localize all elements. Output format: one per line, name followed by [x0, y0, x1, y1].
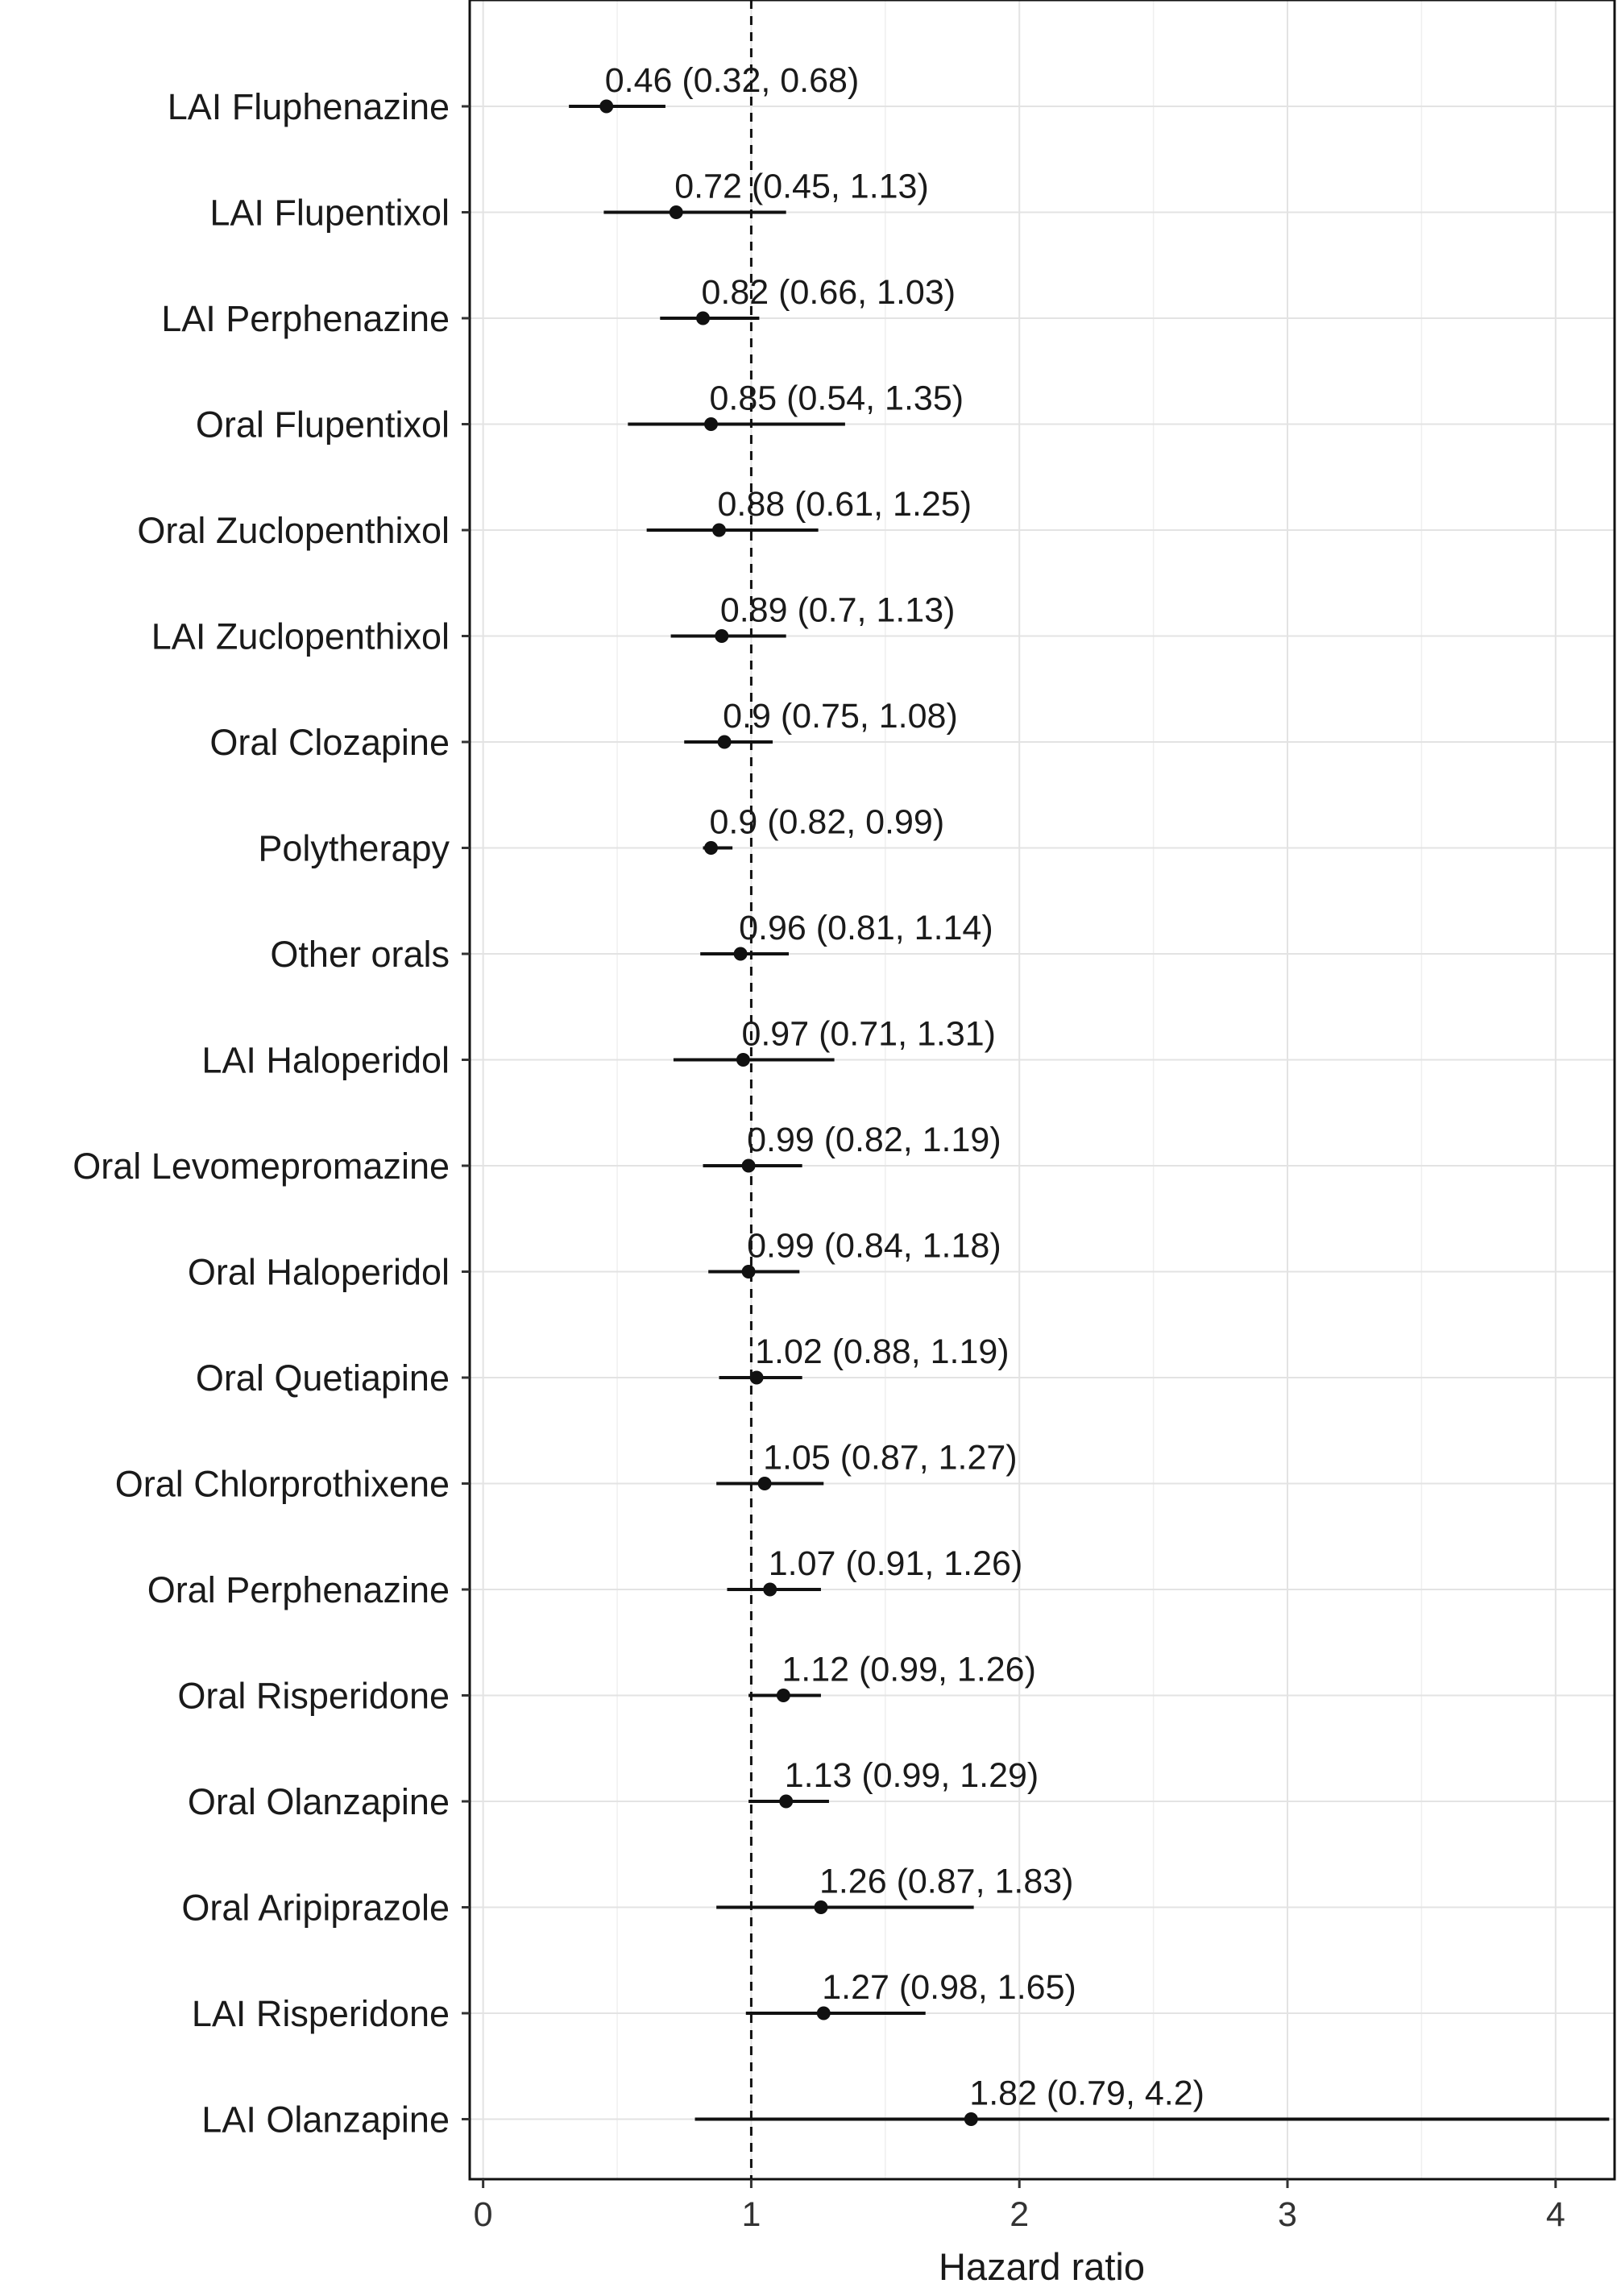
point-estimate [704, 841, 718, 855]
point-estimate [750, 1371, 764, 1385]
point-estimate [734, 947, 748, 961]
data-label: 0.46 (0.32, 0.68) [604, 61, 860, 100]
category-label: LAI Flupentixol [209, 192, 450, 234]
category-label: Polytherapy [258, 827, 450, 869]
data-label: 0.96 (0.81, 1.14) [739, 909, 993, 947]
category-label: LAI Fluphenazine [167, 86, 450, 127]
data-label: 1.07 (0.91, 1.26) [768, 1544, 1023, 1583]
category-label: Oral Risperidone [177, 1675, 450, 1717]
data-label: 1.02 (0.88, 1.19) [755, 1332, 1010, 1371]
data-label: 0.9 (0.82, 0.99) [709, 802, 945, 842]
category-label: Oral Perphenazine [147, 1569, 450, 1610]
category-label: Oral Haloperidol [187, 1251, 450, 1293]
category-label: LAI Zuclopenthixol [151, 615, 450, 657]
point-estimate [777, 1689, 790, 1702]
point-estimate [817, 2007, 831, 2020]
data-label: 1.12 (0.99, 1.26) [782, 1650, 1036, 1689]
category-label: Oral Olanzapine [187, 1781, 450, 1822]
category-label: LAI Olanzapine [201, 2099, 450, 2141]
category-label: Oral Aripiprazole [181, 1887, 450, 1929]
point-estimate [599, 100, 613, 114]
x-tick-label: 0 [473, 2195, 493, 2234]
category-label: Other orals [270, 934, 450, 975]
data-label: 0.97 (0.71, 1.31) [741, 1014, 997, 1054]
category-label: Oral Zuclopenthixol [137, 510, 450, 551]
point-estimate [964, 2112, 978, 2126]
point-estimate [758, 1477, 772, 1490]
data-label: 1.82 (0.79, 4.2) [969, 2074, 1204, 2113]
point-estimate [696, 312, 710, 325]
data-label: 1.05 (0.87, 1.27) [763, 1438, 1018, 1477]
category-label: Oral Quetiapine [195, 1357, 450, 1399]
point-estimate [670, 205, 683, 219]
x-tick-label: 3 [1278, 2195, 1297, 2234]
data-label: 0.88 (0.61, 1.25) [717, 485, 972, 524]
data-label: 1.26 (0.87, 1.83) [819, 1862, 1074, 1901]
point-estimate [779, 1795, 793, 1809]
point-estimate [712, 524, 726, 537]
x-axis-title: Hazard ratio [939, 2245, 1145, 2288]
x-tick-label: 4 [1545, 2195, 1565, 2234]
category-label: Oral Levomepromazine [73, 1146, 450, 1187]
plot-panel-background [470, 0, 1615, 2179]
category-label: Oral Chlorprothixene [114, 1463, 450, 1505]
point-estimate [736, 1053, 750, 1067]
data-label: 0.85 (0.54, 1.35) [709, 379, 964, 418]
category-label: LAI Perphenazine [161, 298, 450, 339]
category-label: Oral Clozapine [209, 722, 450, 763]
data-label: 0.9 (0.75, 1.08) [723, 697, 958, 736]
category-label: Oral Flupentixol [195, 404, 450, 446]
x-tick-label: 1 [741, 2195, 761, 2234]
data-label: 0.72 (0.45, 1.13) [674, 167, 929, 206]
category-label: LAI Risperidone [191, 1993, 450, 2034]
data-label: 0.82 (0.66, 1.03) [701, 273, 956, 312]
data-label: 1.13 (0.99, 1.29) [784, 1756, 1039, 1795]
data-label: 0.99 (0.82, 1.19) [747, 1121, 1001, 1159]
point-estimate [718, 736, 732, 749]
point-estimate [742, 1265, 756, 1279]
point-estimate [742, 1159, 756, 1173]
point-estimate [704, 417, 718, 431]
point-estimate [814, 1900, 827, 1914]
data-label: 0.99 (0.84, 1.18) [747, 1226, 1001, 1266]
data-label: 0.89 (0.7, 1.13) [719, 591, 956, 630]
point-estimate [715, 629, 728, 643]
x-tick-label: 2 [1010, 2195, 1030, 2234]
category-label: LAI Haloperidol [201, 1039, 450, 1081]
data-label: 1.27 (0.98, 1.65) [822, 1968, 1076, 2007]
point-estimate [763, 1583, 777, 1597]
